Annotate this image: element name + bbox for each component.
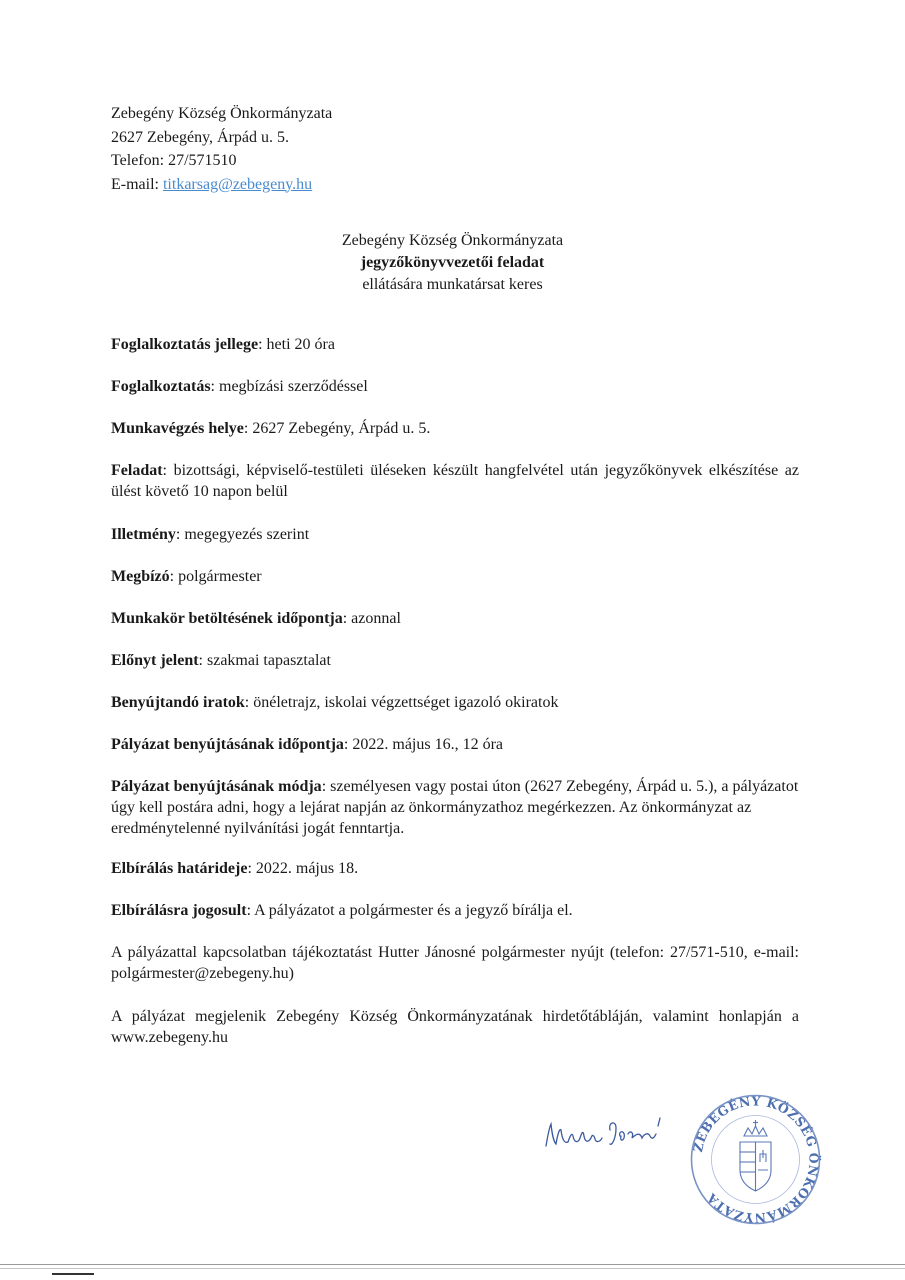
field-label: Foglalkoztatás jellege [111,336,259,353]
field-start-date [111,608,799,629]
footer-rule-secondary [0,1268,905,1269]
field-value: : megbízási szerződéssel [210,378,368,395]
sender-email [111,173,332,197]
field-label: Benyújtandó iratok [111,694,245,711]
field-value: : megegyezés szerint [175,526,310,543]
sender-address: 2627 Zebegény, Árpád u. 5. [111,128,290,146]
field-employment [111,376,799,397]
field-employment-type [111,334,799,355]
sender-name: Zebegény Község Önkormányzata [111,105,333,122]
field-decision-maker [111,900,799,921]
field-label: Elbírálás határideje [111,860,248,877]
field-value: : polgármester [169,568,262,585]
field-client [111,566,799,587]
field-value: : 2627 Zebegény, Árpád u. 5. [243,420,431,437]
email-label: E-mail: [111,175,163,193]
seal-text: ZEBEGÉNY KÖZSÉG ÖNKORMÁNYZATA [689,1093,822,1226]
field-advantage [111,650,799,671]
field-label: Megbízó [111,568,170,585]
field-salary [111,524,799,545]
field-label: Pályázat benyújtásának módja [111,778,322,795]
heading-position: jegyzőkönyvvezetői feladat [360,254,545,271]
field-deadline [111,734,799,755]
field-label: Illetmény [111,526,176,543]
field-documents [111,692,799,713]
official-seal [688,1092,823,1227]
field-task [111,460,799,502]
svg-text:ZEBEGÉNY KÖZSÉG ÖNKORMÁNYZATA [690,1093,823,1225]
field-label: Pályázat benyújtásának időpontja [111,736,344,753]
field-value: : személyesen vagy postai úton (2627 Zebegény, Árpád u. 5.), a pályázatot úgy kell postára adni, hogy a lejárat napján az önkormányzathoz megérkezzen. Az önkormányzat az eredménytelenné nyilvánítási jogát fenntartja. [111,778,799,837]
handwritten-signature [542,1108,672,1158]
field-decision-deadline [111,858,799,879]
email-link[interactable]: titkarsag@zebegeny.hu [162,175,313,193]
field-value: : 2022. május 18. [247,860,359,877]
coat-of-arms-icon [740,1120,771,1191]
field-workplace [111,418,799,439]
heading-subtitle: ellátására munkatársat keres [362,276,543,293]
field-label: Munkavégzés helye [111,420,244,437]
field-value: : heti 20 óra [258,336,335,353]
field-label: Elbírálásra jogosult [111,902,247,919]
field-label: Munkakör betöltésének időpontja [111,610,343,627]
sender-phone: Telefon: 27/571510 [111,152,237,169]
field-value: : önéletrajz, iskolai végzettséget igazoló okiratok [244,694,559,711]
field-value: : bizottsági, képviselő-testületi üléseken készült hangfelvétel után jegyzőkönyvek elkészítése az ülést követő 10 napon belül [111,462,799,500]
heading-organization: Zebegény Község Önkormányzata [341,232,564,249]
publication-paragraph: A pályázat megjelenik Zebegény Község Önkormányzatának hirdetőtábláján, valamint honlapján a www.zebegeny.hu [111,1008,799,1046]
document-heading [0,230,905,296]
field-submission-method [111,776,799,839]
field-value: : A pályázatot a polgármester és a jegyző bírálja el. [246,902,573,919]
field-value: : szakmai tapasztalat [198,652,331,669]
sender-block [111,102,332,196]
footer-mark [52,1273,94,1275]
field-value: : azonnal [342,610,401,627]
field-label: Feladat [111,462,163,479]
field-label: Foglalkoztatás [111,378,211,395]
info-paragraph: A pályázattal kapcsolatban tájékoztatást Hutter Jánosné polgármester nyújt (telefon: 27/571-510, e-mail: polgármester@zebegeny.hu) [111,944,799,982]
footer-rule [0,1264,905,1265]
field-value: : 2022. május 16., 12 óra [343,736,504,753]
field-label: Előnyt jelent [111,652,199,669]
